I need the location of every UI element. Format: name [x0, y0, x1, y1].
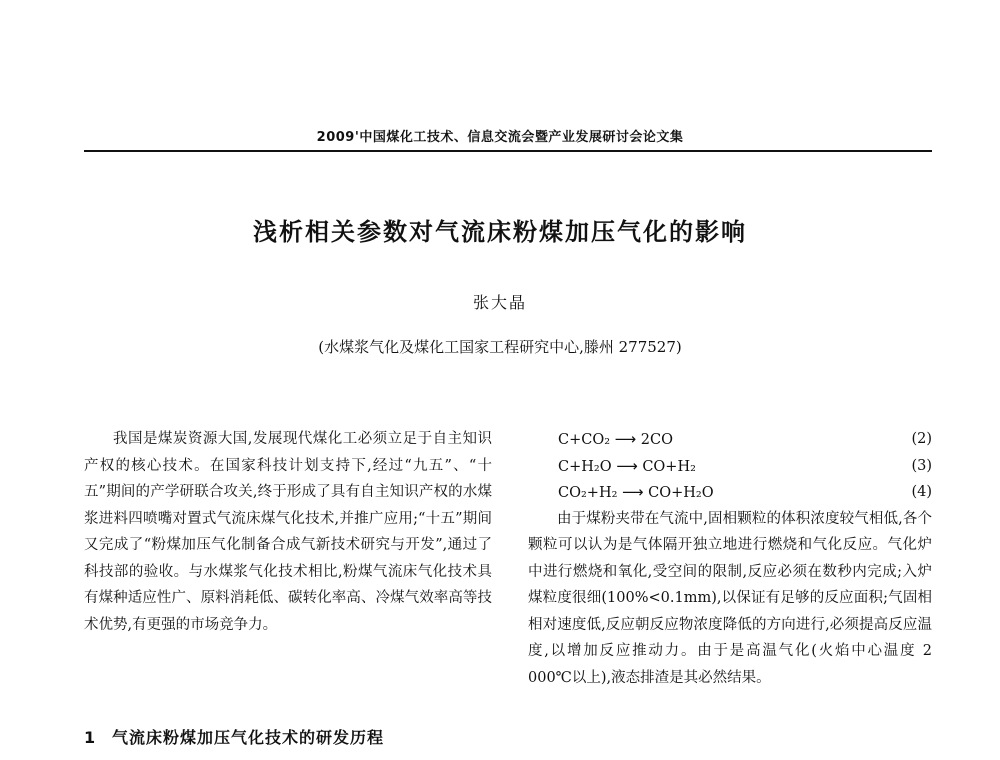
- equation-lhs: C+CO₂: [558, 432, 611, 448]
- header-rule: [84, 150, 932, 152]
- equation-rhs: CO+H₂: [642, 458, 696, 475]
- reaction-arrow-icon: ⟶: [614, 430, 637, 448]
- equation-2: [528, 426, 932, 453]
- reaction-arrow-icon: ⟶: [616, 456, 638, 475]
- section-title: 气流床粉煤加压气化技术的研发历程: [112, 728, 385, 747]
- section-number: 1: [84, 728, 97, 747]
- paper-title: 浅析相关参数对气流床粉煤加压气化的影响: [253, 218, 747, 246]
- section-heading: [84, 725, 384, 748]
- equation-number: (3): [911, 457, 932, 474]
- equation-rhs: 2CO: [640, 432, 673, 448]
- intro-paragraph: 我国是煤炭资源大国,发展现代煤化工必须立足于自主知识产权的核心技术。在国家科技计划支持下,经过“九五”、“十五”期间的产学研联合攻关,终于形成了具有自主知识产权的水煤浆进料四喷嘴对置式气流床煤气化技术,并推广应用;“十五”期间又完成了“粉煤加压气化制备合成气新技术研究与开发”,通过了科技部的验收。与水煤浆气化技术相比,粉煤气流床气化技术具有煤种适应性广、原料消耗低、碳转化率高、冷煤气效率高等技术优势,有更强的市场竞争力。: [84, 431, 492, 633]
- equation-lhs: CO₂+H₂: [558, 485, 618, 501]
- equation-number: (2): [911, 431, 932, 447]
- running-header: 2009'中国煤化工技术、信息交流会暨产业发展研讨会论文集: [316, 130, 684, 145]
- reaction-arrow-icon: ⟶: [622, 483, 644, 501]
- author-name: 张大晶: [472, 293, 527, 312]
- equation-lhs: C+H₂O: [558, 458, 612, 475]
- right-paragraph: 由于煤粉夹带在气流中,固相颗粒的体积浓度较气相低,各个颗粒可以认为是气体隔开独立地进行燃烧和气化反应。气化炉中进行燃烧和氧化,受空间的限制,反应必须在数秒内完成;入炉煤粒度很细(100%<0.1mm),以保证有足够的反应面积;气固相相对速度低,反应朝反应物浓度降低的方向进行,必须提高反应温度,以增加反应推动力。由于是高温气化(火焰中心温度 2 000℃以上),液态排渣是其必然结果。: [528, 510, 932, 686]
- equation-number: (4): [911, 484, 932, 500]
- equation-rhs: CO+H₂O: [648, 485, 714, 501]
- author-affiliation: (水煤浆气化及煤化工国家工程研究中心,滕州 277527): [318, 338, 682, 356]
- left-column: [84, 426, 492, 638]
- equation-3: [528, 453, 932, 480]
- right-column: [528, 426, 932, 691]
- equation-4: [528, 479, 932, 506]
